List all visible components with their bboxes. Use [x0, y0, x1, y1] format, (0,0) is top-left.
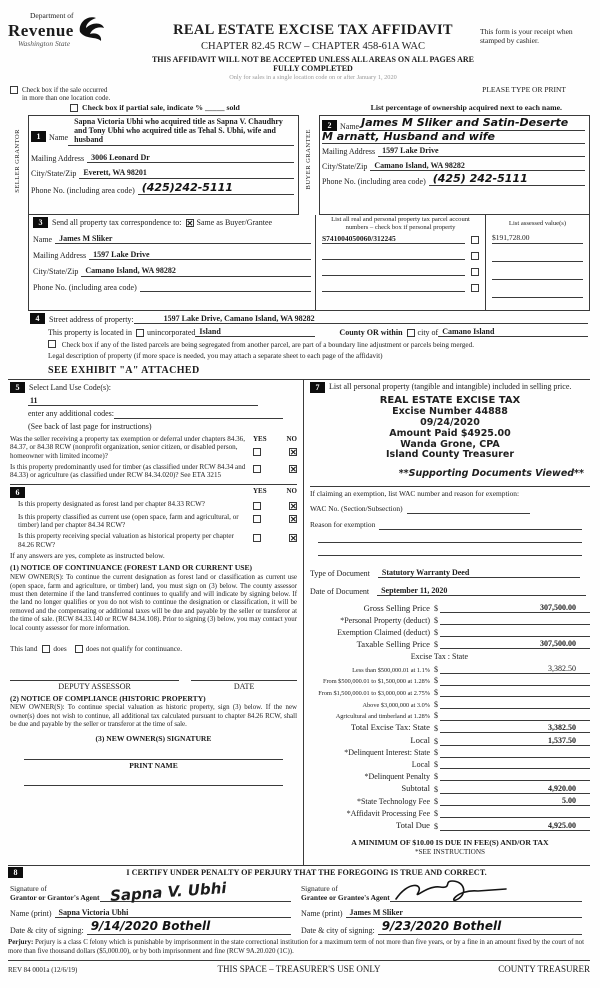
section-8-number: 8: [8, 867, 23, 878]
tier2-value: [440, 685, 590, 686]
personal-property-checkbox-1: [471, 236, 479, 244]
assessed-value-3: [492, 270, 583, 280]
buyer-city-label: City/State/Zip: [322, 161, 368, 171]
county-value: Island: [195, 327, 315, 337]
qualify-pre: This land: [10, 644, 38, 654]
does-label: does: [53, 644, 67, 654]
gross-label: Gross Selling Price: [363, 602, 430, 613]
located-mid: County OR within: [339, 328, 403, 338]
grantee-name-print: James M Sliker: [346, 908, 582, 918]
total-state-value: 3,382.50: [440, 723, 590, 733]
total-due-label: Total Due: [395, 819, 430, 830]
reason-value: [379, 521, 582, 530]
historical-no-checkbox: ✕: [290, 534, 297, 544]
receipt-note: This form is your receipt when stamped by cashier.: [480, 27, 573, 45]
stamp-line-6: Island County Treasurer: [386, 449, 514, 461]
notice1-title: (1) NOTICE OF CONTINUANCE (FOREST LAND OR CURRENT USE): [10, 563, 253, 573]
grantor-name-label: Name (print): [10, 909, 52, 919]
timber-no-checkbox: ✕: [290, 464, 297, 474]
current-use-yes-checkbox: [253, 515, 261, 523]
corr-addr-value: 1597 Lake Drive: [89, 250, 311, 260]
current-use-no-checkbox: ✕: [290, 514, 297, 524]
timber-yes-checkbox: [253, 465, 261, 473]
does-not-checkbox: [75, 645, 83, 653]
form-note: Only for sales in a single location code on or after January 1, 2020: [229, 74, 397, 82]
grantor-date-value: 9/14/2020 Bothell: [87, 920, 291, 935]
stamp-line-5: Wanda Grone, CPA: [400, 438, 500, 450]
tier3-label: From $1,500,000.01 to $3,000,000 at 2.75%: [318, 689, 430, 697]
new-owner-signature-label: (3) NEW OWNER(S) SIGNATURE: [95, 733, 212, 743]
yes-header: YES: [253, 434, 267, 443]
parcel-number-1: S741004050060/312245: [322, 235, 465, 245]
new-owner-signature-line: [24, 759, 283, 760]
ownership-note: List percentage of ownership acquired next to each name.: [370, 103, 562, 113]
section-3-number: 3: [33, 217, 48, 228]
left-column: [8, 380, 304, 865]
partial-sale-row: [70, 104, 590, 113]
grantee-name-label: Name (print): [301, 909, 343, 919]
street-label: Street address of property:: [49, 314, 134, 324]
gross-value: 307,500.00: [440, 603, 590, 613]
tech-fee-label: *State Technology Fee: [356, 797, 430, 807]
exemption-yes-checkbox: [253, 448, 261, 456]
tech-fee-value: 5.00: [440, 796, 590, 806]
grantee-date-label: Date & city of signing:: [301, 926, 375, 936]
county-treasurer-label: COUNTY TREASURER: [498, 963, 590, 974]
personal-property-checkbox-2: [471, 252, 479, 260]
stamp-line-1: REAL ESTATE EXCISE TAX: [379, 395, 521, 407]
segregated-checkbox: [48, 340, 56, 348]
type-doc-label: Type of Document: [310, 568, 370, 578]
buyer-strip: [299, 115, 319, 215]
buyer-box: [319, 115, 590, 215]
processing-fee-label: *Affidavit Processing Fee: [346, 808, 430, 818]
grantee-sig-label-2: Grantee or Grantee's Agent: [301, 893, 390, 903]
notice2-body: NEW OWNER(S): To continue special valuation as historic property, sign (3) below. If the new owner(s) does not wish to continue, all additional tax calculated pursuant to chapter 84.26 RCW, shall be due and payable by the seller or transferor at the time of sale.: [10, 704, 297, 729]
right-column: 7 List all personal property (tangible and intangible) included in selling price. REAL ESTATE EXCISE TAX Excise Number 44888 09/24/2020 Amount Paid $4925.00 Wanda Grone, CPA Island County Treasurer **Supporting Documents Viewed** If claiming an exemption, list WAC number and reason for exemption: WAC No. (Section/Subsection) Reason for exemption Type of Document Statutory Warranty Deed Date of Document September 11, 2020 Gross Selling Price $ 307,500.00 *Personal Property (deduct) $ Exemption Claimed (deduct) $ Taxable Selling Price $ 307,500.00 Excise Tax : State Less than $500,000.01 at 1.1% $ 3,382.50 From $500,000.01 to $1,500,000 at 1.28% $ From $1,500,000.01 to $3,000,000 at 2.75% $ Above $3,000,000 at 3.0% $ Agricultural and timberland at 1.28% $ Total Excise Tax: State $ 3,382.50 Local $ 1,537.50 *Delinquent Interest: State $ Local $ *Delinquent Penalty $ Subtotal $ 4,920.00 *State Technology Fee $ 5.00 *Affidavit Processing Fee $ Total Due $ 4,925.00 A MINIMUM OF $10.00 IS DUE IN FEE(S) AND/OR TAX *SEE INSTRUCTIONS: [304, 380, 590, 865]
corr-name-label: Name: [33, 235, 53, 245]
partial-sale-checkbox: [70, 104, 78, 112]
grantor-sig-label-1: Signature of: [10, 884, 47, 894]
perjury-paragraph: [8, 939, 590, 956]
delinq-int-local-label: Local: [411, 760, 430, 770]
corr-phone-value: [140, 291, 311, 292]
form-warning: THIS AFFIDAVIT WILL NOT BE ACCEPTED UNLESS ALL AREAS ON ALL PAGES ARE FULLY COMPLETED: [151, 54, 475, 73]
perjury-text: Perjury is a class C felony which is punishable by imprisonment in the state correctional institution for a maximum term of not more than five years, or by a fine in an amount fixed by the court of not more than five thousand dollars ($5,000.00), or by both imprisonment and fine (RCW 9A.20.020 (1C)).: [8, 939, 585, 955]
delinq-penalty-label: *Delinquent Penalty: [364, 771, 430, 781]
grantor-signature: Sapna V. Ubhi: [108, 879, 227, 906]
delinq-int-local-value: [440, 768, 590, 769]
assessed-value-2: [492, 252, 583, 262]
agri-value: [440, 720, 590, 721]
type-doc-value: Statutory Warranty Deed: [378, 568, 580, 578]
corr-name-value: James M Sliker: [55, 234, 311, 244]
city-value: Camano Island: [438, 327, 588, 337]
no-header-6: NO: [286, 486, 297, 495]
dor-logo: [8, 6, 146, 84]
total-state-label: Total Excise Tax: State: [350, 722, 430, 733]
multi-location-label-1: Check box if the sale occurred: [22, 86, 108, 94]
section-7-number: 7: [310, 382, 325, 393]
does-not-label: does not qualify for continuance.: [85, 644, 183, 654]
treasurer-stamp: [310, 395, 590, 480]
form-header: [8, 6, 590, 84]
stamp-line-3: 09/24/2020: [420, 416, 480, 428]
tier3-value: [440, 696, 590, 697]
city-checkbox: [407, 329, 415, 337]
personal-prop-label: *Personal Property (deduct): [340, 615, 430, 625]
question-exemption: Was the seller receiving a property tax exemption or deferral under chapters 84.36, 84.37, or 84.38 RCW (nonprofit organization, senior citizen, or disabled person, homeowner with limited income)?: [10, 434, 246, 460]
exemption-label: Exemption Claimed (deduct): [337, 627, 430, 637]
seller-addr-label: Mailing Address: [31, 154, 85, 164]
buyer-name-line2: M arnatt, Husband and wife: [322, 131, 585, 145]
footer-row: [8, 960, 590, 974]
rev-number: REV 84 0001a (12/6/19): [8, 965, 78, 974]
excise-state-label: Excise Tax : State: [410, 651, 468, 661]
question-forest: Is this property designated as forest land per chapter 84.33 RCW?: [18, 499, 205, 508]
print-name-line: [24, 785, 283, 786]
personal-property-checkbox-4: [471, 284, 479, 292]
buyer-addr-value: 1597 Lake Drive: [378, 146, 585, 156]
land-use-title: Select Land Use Code(s):: [29, 383, 111, 393]
unincorporated-checkbox: [136, 329, 144, 337]
additional-codes-label: enter any additional codes:: [28, 409, 114, 419]
notice1-body: NEW OWNER(S): To continue the current designation as forest land or classification as current use (open space, farm and agriculture, or timber) land, you must sign on (3) below. The county assessor must then determine if the land transferred continues to qualify and will indicate by signing below. If the land no longer qualifies or you do not wish to continue the designation or classification, it will be removed and the compensating or additional taxes will be due and payable by the seller or transferor at the time of sale. (RCW 84.33.140 or RCW 84.34.108). Prior to signing (3) below, you may contact your local county assessor for more information.: [10, 574, 297, 632]
corr-phone-label: Phone No. (including area code): [33, 282, 137, 292]
personal-prop-value: [440, 624, 590, 625]
mid-columns: [8, 379, 590, 865]
correspondence-intro: Send all property tax correspondence to:: [52, 217, 182, 227]
seller-city-value: Everett, WA 98201: [79, 168, 294, 178]
buyer-name-line1: James M Sliker and Satin-Deserte: [359, 117, 585, 131]
multi-location-label-2: in more than one location code.: [22, 94, 111, 103]
section-2-number: 2: [322, 120, 337, 131]
grantee-label: GRANTEE: [305, 129, 313, 163]
buyer-phone-value: (425) 242-5111: [429, 173, 585, 187]
grantee-sig-label-1: Signature of: [301, 884, 338, 894]
parties-section: [8, 115, 590, 215]
section-1-number: 1: [31, 131, 46, 142]
seller-box: [28, 115, 299, 215]
same-as-buyer-checkbox: ✕: [186, 218, 194, 228]
grantor-date-label: Date & city of signing:: [10, 926, 84, 936]
parcel-header: List all real and personal property tax parcel account numbers – check box if personal property: [331, 216, 470, 231]
question-current-use: Is this property classified as current use (open space, farm and agricultural, or timber) land per chapter 84.34 RCW?: [18, 512, 239, 530]
type-or-print: PLEASE TYPE OR PRINT: [482, 85, 566, 94]
exemption-no-checkbox: ✕: [290, 447, 297, 457]
grantee-date-value: 9/23/2020 Bothell: [378, 920, 582, 935]
corr-city-label: City/State/Zip: [33, 267, 79, 277]
processing-fee-value: [440, 817, 590, 818]
land-use-code: 11: [28, 396, 258, 406]
yes-header-6: YES: [253, 486, 267, 495]
tier1-value: 3,382.50: [440, 664, 590, 674]
assessed-value-4: [492, 288, 583, 298]
see-back-note: (See back of last page for instructions): [28, 421, 152, 431]
reason-line-3: [318, 547, 582, 556]
local-value: 1,537.50: [440, 736, 590, 746]
certify-statement: I CERTIFY UNDER PENALTY OF PERJURY THAT THE FOREGOING IS TRUE AND CORRECT.: [126, 868, 487, 878]
grantee-signature-scrawl: [394, 879, 514, 905]
additional-codes-value: [114, 410, 283, 419]
delinq-int-state-label: *Delinquent Interest: State: [344, 748, 430, 758]
date-doc-value: September 11, 2020: [377, 586, 586, 596]
street-value: 1597 Lake Drive, Camano Island, WA 98282: [134, 314, 588, 324]
exemption-value: [440, 636, 590, 637]
subtotal-value: 4,920.00: [440, 784, 590, 794]
forest-no-checkbox: ✕: [290, 501, 297, 511]
corr-addr-label: Mailing Address: [33, 251, 87, 261]
located-pre: This property is located in: [48, 328, 132, 338]
seller-name-label: Name: [49, 133, 69, 143]
parcel-number-2: [322, 259, 465, 260]
historical-yes-checkbox: [253, 534, 261, 542]
perjury-bold: Perjury:: [8, 939, 34, 947]
question-historical: Is this property receiving special valuation as historical property per chapter 84.26 RCW?: [18, 532, 234, 549]
taxable-label: Taxable Selling Price: [356, 638, 430, 649]
location-code-row: [10, 86, 590, 102]
personal-property-checkbox-3: [471, 268, 479, 276]
no-header: NO: [286, 434, 297, 443]
local-label: Local: [410, 735, 430, 746]
if-yes-note: If any answers are yes, complete as instructed below.: [10, 551, 165, 561]
tier2-label: From $500,000.01 to $1,500,000 at 1.28%: [322, 678, 430, 686]
date-line: DATE: [191, 680, 297, 691]
unincorporated-label: unincorporated: [146, 328, 196, 338]
exhibit-note: SEE EXHIBIT "A" ATTACHED: [48, 364, 200, 376]
wac-label: WAC No. (Section/Subsection): [310, 504, 403, 514]
seller-addr-value: 3006 Leonard Dr: [87, 153, 294, 163]
reason-label: Reason for exemption: [310, 520, 376, 530]
seller-name-value: Sapna Victoria Ubhi who acquired title as Sapna V. Chaudhry and Tony Ubhi who acquired title as Tehal S. Ubhi, wife and husband: [68, 117, 294, 146]
property-address-section: [28, 311, 590, 376]
agri-label: Agricultural and timberland at 1.28%: [335, 713, 430, 721]
legal-desc-label: Legal description of property (if more space is needed, you may attach a separate sheet to each page of the affidavit): [48, 351, 383, 360]
agency-sub: Washington State: [18, 39, 71, 49]
subtotal-label: Subtotal: [401, 782, 430, 793]
seller-phone-label: Phone No. (including area code): [31, 186, 135, 196]
grantor-name-print: Sapna Victoria Ubhi: [55, 908, 291, 918]
assessed-value-1: $191,728.00: [492, 234, 583, 244]
section-6-number: 6: [10, 487, 25, 498]
personal-property-title: List all personal property (tangible and intangible) included in selling price.: [329, 382, 572, 392]
grantee-signing-block: [299, 880, 590, 935]
parcel-number-3: [322, 275, 465, 276]
buyer-name-label: Name: [340, 121, 360, 131]
buyer-addr-label: Mailing Address: [322, 147, 376, 157]
assessed-header: List assessed value(s): [508, 220, 567, 228]
seller-city-label: City/State/Zip: [31, 169, 77, 179]
parcel-number-4: [322, 291, 465, 292]
city-of-label: city of: [417, 328, 439, 338]
notice2-title: (2) NOTICE OF COMPLIANCE (HISTORIC PROPERTY): [10, 693, 206, 703]
partial-sale-label: Check box if partial sale, indicate % _____ sold: [82, 103, 240, 113]
buyer-label: BUYER: [305, 165, 313, 190]
certification-section: [8, 865, 590, 935]
deputy-assessor-line: DEPUTY ASSESSOR: [10, 680, 179, 691]
section-4-number: 4: [30, 313, 45, 324]
form-subtitle: CHAPTER 82.45 RCW – CHAPTER 458-61A WAC: [201, 40, 425, 52]
grantor-label: GRANTOR: [14, 129, 22, 164]
segregated-row: [48, 340, 588, 349]
same-as-buyer-label: Same as Buyer/Grantee: [196, 217, 273, 227]
see-instructions-note: *SEE INSTRUCTIONS: [414, 847, 486, 856]
tier1-label: Less than $500,000.01 at 1.1%: [352, 666, 430, 674]
grantor-signing-block: [8, 880, 299, 935]
question-timber: Is this property predominantly used for timber (as classified under RCW 84.34 and 84.33) or agriculture (as classified under RCW 84.34.020)? See ETA 3215: [10, 462, 246, 480]
delinq-penalty-value: [440, 780, 590, 781]
tax-correspondence-section: [28, 215, 590, 311]
date-doc-label: Date of Document: [310, 587, 370, 597]
print-name-label: PRINT NAME: [129, 761, 178, 771]
taxable-value: 307,500.00: [440, 639, 590, 649]
grantor-sig-label-2: Grantor or Grantor's Agent: [10, 893, 100, 903]
form-title: REAL ESTATE EXCISE TAX AFFIDAVIT: [173, 22, 453, 38]
forest-yes-checkbox: [253, 502, 261, 510]
stamp-line-4: Amount Paid $4925.00: [389, 427, 511, 439]
grantor-signature-line: [100, 879, 291, 906]
stamp-supporting-docs: **Supporting Documents Viewed**: [398, 468, 584, 480]
tier4-label: Above $3,000,000 at 3.0%: [362, 701, 430, 709]
treasurer-space-note: THIS SPACE – TREASURER'S USE ONLY: [217, 963, 381, 974]
multi-location-checkbox: [10, 86, 18, 94]
corr-city-value: Camano Island, WA 98282: [81, 266, 311, 276]
grantee-signature-line: [390, 880, 582, 902]
total-due-value: 4,925.00: [440, 821, 590, 831]
reason-line-2: [318, 534, 582, 543]
revenue-swoosh-icon: [76, 14, 106, 44]
wac-intro: If claiming an exemption, list WAC number and reason for exemption:: [310, 486, 590, 499]
agency-name: Revenue: [8, 20, 74, 40]
stamp-line-2: Excise Number 44888: [392, 405, 508, 417]
does-checkbox: [42, 645, 50, 653]
agency-small: Department of: [30, 11, 74, 20]
buyer-phone-label: Phone No. (including area code): [322, 177, 426, 187]
seller-strip: [8, 115, 28, 215]
minimum-due-note: A MINIMUM OF $10.00 IS DUE IN FEE(S) AND/OR TAX: [351, 837, 549, 847]
buyer-city-value: Camano Island, WA 98282: [370, 161, 585, 171]
segregated-label: Check box if any of the listed parcels are being segregated from another parcel, are part of a boundary line adjustment or parcels being merged.: [61, 341, 474, 350]
seller-label: SELLER: [14, 165, 22, 193]
section-5-number: 5: [10, 382, 25, 393]
wac-value: [407, 505, 530, 514]
seller-phone-value: (425)242-5111: [138, 182, 294, 196]
tier4-value: [440, 708, 590, 709]
delinq-int-state-value: [440, 757, 590, 758]
